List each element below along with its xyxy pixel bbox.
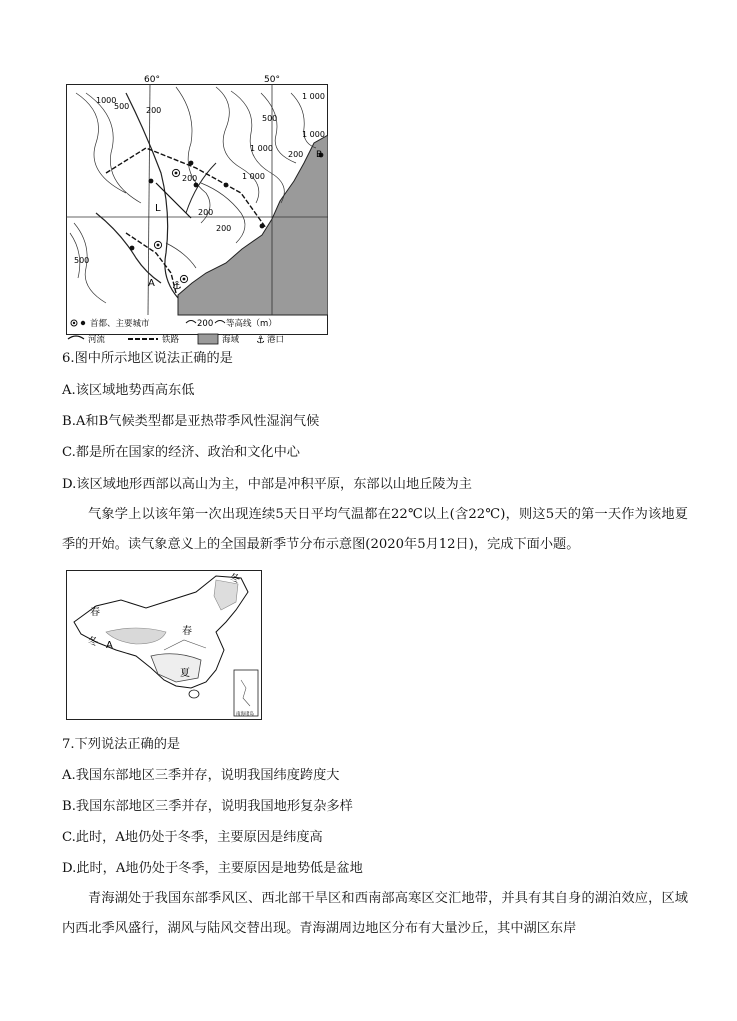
question-7-option-b: B.我国东部地区三季并存，说明我国地形复杂多样 bbox=[62, 799, 353, 814]
inset-label: 南海诸岛 bbox=[236, 712, 254, 717]
question-6-stem: 6.图中所示地区说法正确的是 bbox=[62, 351, 233, 366]
contour-label: 200 bbox=[288, 150, 304, 159]
contour-label: 1 000 bbox=[302, 92, 325, 101]
map-label-B: B bbox=[316, 150, 323, 160]
question-7-option-d: D.此时，A地仍处于冬季，主要原因是地势低是盆地 bbox=[62, 861, 363, 876]
question-6-option-d: D.该区域地形西部以高山为主，中部是冲积平原，东部以山地丘陵为主 bbox=[62, 477, 472, 492]
contour-label: 1000 bbox=[96, 96, 117, 105]
contour-label: 200 bbox=[182, 174, 198, 183]
season-label-winter-ne: 冬 bbox=[230, 574, 240, 585]
contour-label: 200 bbox=[198, 208, 214, 217]
china-season-map bbox=[66, 570, 262, 720]
passage-qinghai-lake: 青海湖处于我国东部季风区、西北部干旱区和西南部高寒区交汇地带，并具有其自身的湖泊效应，区域内西北季风盛行，湖风与陆风交替出现。青海湖周边地区分布有大量沙丘，其中湖区东岸 bbox=[62, 891, 688, 936]
legend-sea-label: 海域 bbox=[222, 335, 240, 345]
legend-port-label: 港口 bbox=[267, 335, 285, 345]
question-6-option-b: B.A和B气候类型都是亚热带季风性湿润气候 bbox=[62, 414, 320, 429]
longitude-60-label: 60° bbox=[144, 75, 160, 85]
map-label-L: L bbox=[155, 203, 161, 214]
question-6-option-a: A.该区域地势西高东低 bbox=[62, 383, 195, 398]
contour-label: 500 bbox=[262, 114, 278, 123]
legend-river-label: 河流 bbox=[88, 335, 106, 345]
contour-label: 200 bbox=[216, 224, 232, 233]
contour-label: 500 bbox=[74, 256, 90, 265]
season-label-spring-e: 春 bbox=[182, 626, 192, 637]
topographic-map bbox=[66, 73, 328, 347]
question-6-option-c: C.都是所在国家的经济、政治和文化中心 bbox=[62, 445, 300, 460]
map-label-A: A bbox=[148, 278, 155, 289]
question-7-stem: 7.下列说法正确的是 bbox=[62, 737, 181, 752]
contour-label: 200 bbox=[146, 106, 162, 115]
contour-label: 1 000 bbox=[302, 130, 325, 139]
legend-cities-label: 首都、主要城市 bbox=[90, 319, 150, 329]
season-label-spring-w: 春 bbox=[90, 607, 100, 618]
map-label-A: A bbox=[106, 640, 113, 651]
contour-label: 1 000 bbox=[242, 172, 265, 181]
contour-label: 1 000 bbox=[250, 144, 273, 153]
question-7-option-a: A.我国东部地区三季并存，说明我国纬度跨度大 bbox=[62, 768, 340, 783]
anchor-icon: ⚓ bbox=[256, 335, 265, 346]
season-label-winter-w: 冬 bbox=[88, 637, 98, 648]
question-7-option-c: C.此时，A地仍处于冬季，主要原因是纬度高 bbox=[62, 830, 323, 845]
longitude-50-label: 50° bbox=[264, 75, 280, 85]
contour-label: 500 bbox=[114, 102, 130, 111]
anchor-icon: ⚓ bbox=[172, 279, 182, 292]
legend-contour-label: 等高线（m） bbox=[226, 319, 277, 329]
legend-railway-label: 铁路 bbox=[162, 335, 180, 345]
legend-contour-value: 200 bbox=[197, 319, 214, 329]
passage-season: 气象学上以该年第一次出现连续5天日平均气温都在22℃以上(含22℃)，则这5天的第一天作为该地夏季的开始。读气象意义上的全国最新季节分布示意图(2020年5月12日)，完成下面小题。 bbox=[62, 507, 688, 552]
season-label-summer: 夏 bbox=[180, 668, 190, 679]
